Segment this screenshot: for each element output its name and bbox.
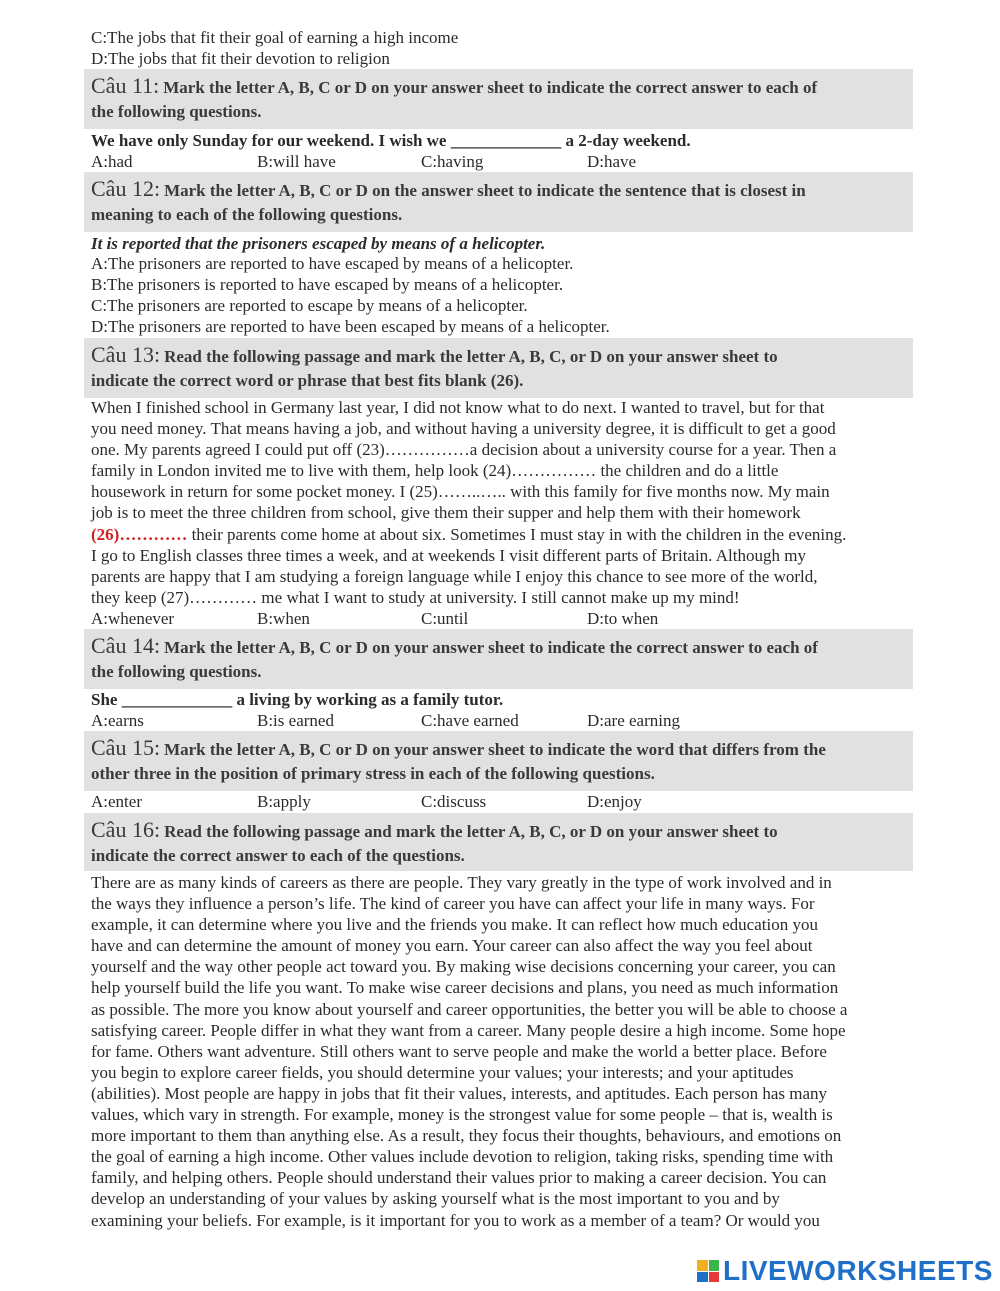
question-instruction-cont: the following questions. — [91, 662, 262, 681]
question-instruction-cont: indicate the correct word or phrase that best fits blank (26). — [91, 371, 524, 390]
passage-line: help yourself build the life you want. To make wise career decisions and plans, you need as much information — [91, 978, 839, 998]
logo-square — [697, 1260, 708, 1271]
question-number: Câu 11: — [91, 73, 160, 98]
passage-line: I go to English classes three times a week, and at weekends I visit different parts of Britain. Although my — [91, 545, 806, 565]
question-instruction: Read the following passage and mark the letter A, B, C, or D on your answer sheet to — [164, 822, 778, 841]
passage-line: example, it can determine where you live and the friends you make. It can reflect how much education you — [91, 915, 818, 935]
passage-line: housework in return for some pocket money. I (25)……..….. with this family for five months now. My main — [91, 482, 830, 502]
question-instruction-cont: the following questions. — [91, 102, 262, 121]
question-16-passage — [91, 872, 913, 1231]
question-instruction-cont: indicate the correct answer to each of the questions. — [91, 846, 465, 865]
passage-line: (abilities). Most people are happy in jobs that fit their values, interests, and aptitudes. Each person has many — [91, 1083, 828, 1103]
passage-line: satisfying career. People differ in what they want from a career. Many people desire a high income. Some hope — [91, 1020, 846, 1040]
passage-line: values, which vary in strength. For example, money is the strongest value for some people – that is, wealth is — [91, 1105, 833, 1125]
passage-line: you need money. That means having a job, and without having a university degree, it is difficult to get a good — [91, 419, 836, 439]
option-b[interactable]: B:is earned — [257, 711, 334, 730]
passage-line: the ways they influence a person’s life. The kind of career you have can affect your life in many ways. For — [91, 894, 815, 914]
option-c[interactable]: C:until — [421, 609, 469, 628]
question-instruction: Read the following passage and mark the letter A, B, C, or D on your answer sheet to — [164, 347, 778, 366]
question-12-header — [84, 172, 913, 232]
question-16-header — [84, 813, 913, 871]
option-a[interactable]: A:The prisoners are reported to have escaped by means of a helicopter. — [91, 254, 574, 273]
question-14-header — [84, 629, 913, 689]
option-a[interactable]: A:enter — [91, 792, 142, 811]
passage-line: family, and helping others. People should understand their values prior to making a career decision. You can — [91, 1168, 827, 1188]
previous-option-c: C:The jobs that fit their goal of earning a high income — [91, 28, 459, 47]
option-c[interactable]: C:discuss — [421, 792, 487, 811]
option-b[interactable]: B:when — [257, 609, 310, 628]
logo-grid-icon — [697, 1260, 719, 1282]
question-11-stem: We have only Sunday for our weekend. I wish we _____________ a 2-day weekend. — [91, 131, 691, 150]
liveworksheets-logo — [697, 1256, 993, 1286]
option-a[interactable]: A:whenever — [91, 609, 175, 628]
question-number: Câu 14: — [91, 633, 161, 658]
option-c[interactable]: C:have earned — [421, 711, 519, 730]
passage-line: examining your beliefs. For example, is it important for you to work as a member of a team? Or would you — [91, 1210, 820, 1230]
passage-line: There are as many kinds of careers as there are people. They vary greatly in the type of work involved and in — [91, 873, 832, 892]
option-d[interactable]: D:are earning — [587, 711, 680, 730]
question-instruction-cont: other three in the position of primary stress in each of the following questions. — [91, 764, 655, 783]
question-13-header — [84, 338, 913, 398]
option-b[interactable]: B:The prisoners is reported to have escaped by means of a helicopter. — [91, 275, 564, 294]
passage-line: have and can determine the amount of money you earn. Your career can also affect the way you feel about — [91, 936, 813, 956]
question-instruction: Mark the letter A, B, C or D on your answer sheet to indicate the correct answer to each of — [164, 638, 818, 657]
question-instruction-cont: meaning to each of the following questions. — [91, 205, 403, 224]
passage-line: you begin to explore career fields, you should determine your values; your interests; and your aptitudes — [91, 1062, 794, 1082]
passage-line: more important to them than anything else. As a result, they focus their thoughts, behaviours, and emotions on — [91, 1126, 842, 1146]
option-a[interactable]: A:earns — [91, 711, 144, 730]
logo-square — [697, 1272, 708, 1283]
option-d[interactable]: D:enjoy — [587, 792, 642, 811]
question-15-header — [84, 731, 913, 791]
option-c[interactable]: C:having — [421, 152, 484, 171]
question-number: Câu 16: — [91, 817, 161, 842]
previous-option-d: D:The jobs that fit their devotion to religion — [91, 49, 390, 68]
passage-line: yourself and the way other people act toward you. By making wise decisions concerning your career, you can — [91, 957, 836, 977]
passage-line: parents are happy that I am studying a foreign language while I enjoy this chance to see more of the world, — [91, 566, 818, 586]
question-13-passage — [91, 397, 913, 608]
option-d[interactable]: D:The prisoners are reported to have been escaped by means of a helicopter. — [91, 317, 610, 336]
passage-line: job is to meet the three children from school, give them their supper and help them with their homework — [91, 503, 801, 523]
question-instruction: Mark the letter A, B, C or D on your answer sheet to indicate the word that differs from the — [164, 740, 826, 759]
option-a[interactable]: A:had — [91, 152, 133, 171]
passage-line: When I finished school in Germany last year, I did not know what to do next. I wanted to travel, but for that — [91, 398, 825, 417]
question-11-header — [84, 69, 913, 129]
question-instruction: Mark the letter A, B, C or D on the answer sheet to indicate the sentence that is closest in — [164, 181, 806, 200]
option-c[interactable]: C:The prisoners are reported to escape by means of a helicopter. — [91, 296, 528, 315]
question-12-stem: It is reported that the prisoners escaped by means of a helicopter. — [91, 234, 546, 253]
logo-square — [709, 1272, 720, 1283]
passage-line: they keep (27)………… me what I want to study at university. I still cannot make up my mind! — [91, 587, 740, 607]
passage-line — [91, 524, 913, 545]
question-14-stem: She _____________ a living by working as a family tutor. — [91, 690, 504, 709]
passage-line: family in London invited me to live with them, help look (24)…………… the children and do a little — [91, 461, 779, 481]
logo-square — [709, 1260, 720, 1271]
passage-line: develop an understanding of your values by asking yourself what is the most important to you and by — [91, 1189, 780, 1209]
passage-line: as possible. The more you know about yourself and career opportunities, the better you will be able to choose a — [91, 999, 848, 1019]
passage-line: the goal of earning a high income. Other values include devotion to religion, taking risks, spending time with — [91, 1147, 834, 1167]
passage-line: one. My parents agreed I could put off (23)……………a decision about a university course for a year. Then a — [91, 440, 837, 460]
logo-text: LIVEWORKSHEETS — [723, 1255, 993, 1286]
question-instruction: Mark the letter A, B, C or D on your answer sheet to indicate the correct answer to each of — [163, 78, 818, 97]
passage-line: for fame. Others want adventure. Still others want to serve people and make the world a better place. Before — [91, 1041, 827, 1061]
option-d[interactable]: D:have — [587, 152, 637, 171]
question-number: Câu 12: — [91, 176, 161, 201]
option-b[interactable]: B:will have — [257, 152, 336, 171]
question-number: Câu 13: — [91, 342, 161, 367]
question-number: Câu 15: — [91, 735, 161, 760]
option-b[interactable]: B:apply — [257, 792, 311, 811]
passage-line-rest: their parents come home at about six. Sometimes I must stay in with the children in the evening. — [187, 524, 847, 544]
blank-26-highlight: (26)………… — [91, 524, 188, 544]
option-d[interactable]: D:to when — [587, 609, 659, 628]
